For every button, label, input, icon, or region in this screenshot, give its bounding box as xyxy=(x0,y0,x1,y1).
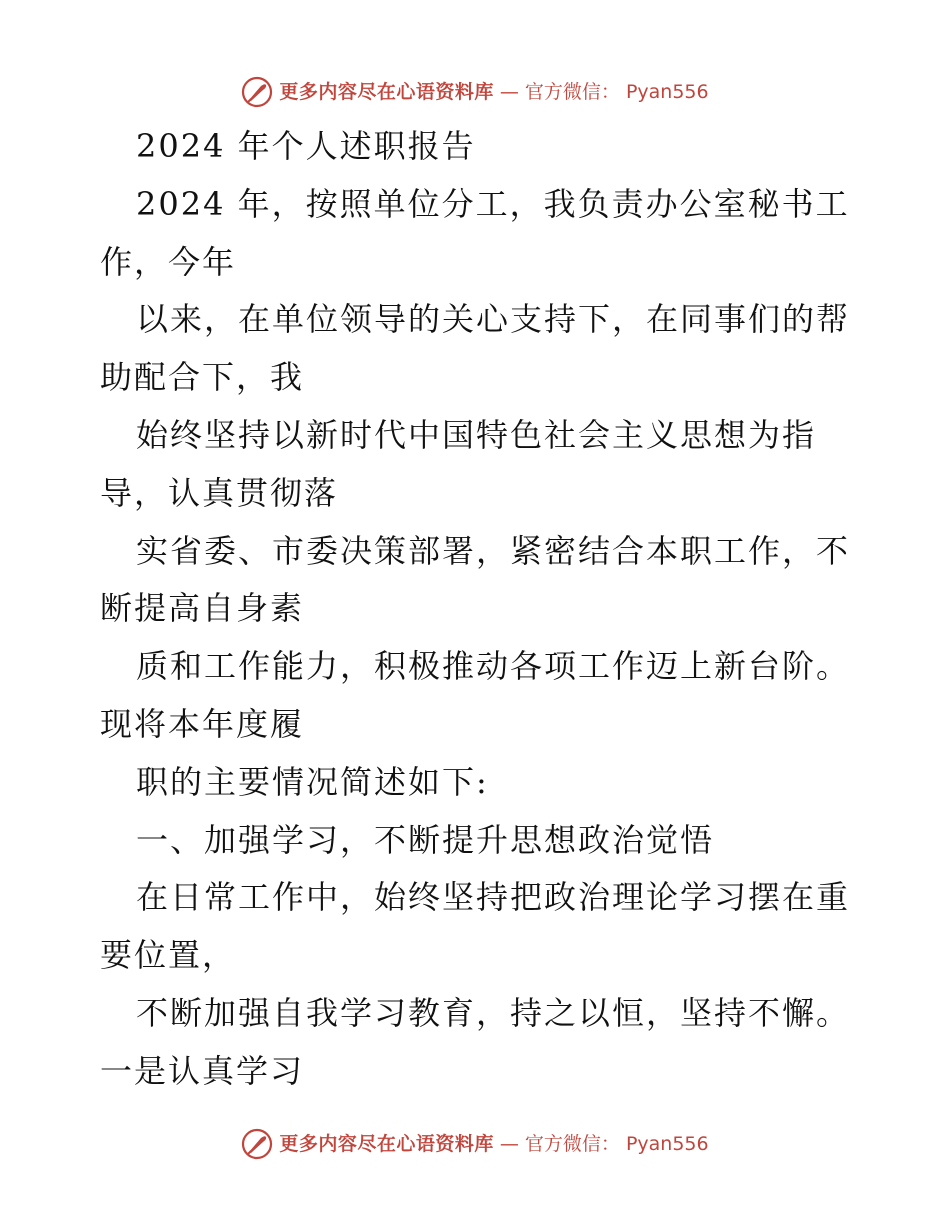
watermark-main-text: 更多内容尽在心语资料库 xyxy=(279,81,494,103)
paragraph-line: 在日常工作中，始终坚持把政治理论学习摆在重 xyxy=(136,878,851,917)
paragraph-line: 始终坚持以新时代中国特色社会主义思想为指 xyxy=(136,415,817,454)
watermark-sub-text: 官方微信： xyxy=(524,81,620,103)
paragraph-line: 实省委、市委决策部署，紧密结合本职工作，不 xyxy=(136,531,851,570)
quill-pen-logo-icon xyxy=(241,76,273,108)
header-watermark xyxy=(0,76,950,108)
paragraph-line: 一是认真学习 xyxy=(100,1051,305,1090)
watermark-id-text: Pyan556 xyxy=(625,81,709,103)
watermark-id-text: Pyan556 xyxy=(625,1133,709,1155)
paragraph-line: 职的主要情况简述如下: xyxy=(136,762,489,801)
quill-pen-logo-icon xyxy=(241,1128,273,1160)
paragraph-line: 导，认真贯彻落 xyxy=(100,473,339,512)
document-body xyxy=(100,118,860,1101)
paragraph-line: 助配合下，我 xyxy=(100,358,305,397)
paragraph-line: 作，今年 xyxy=(100,242,237,281)
section-heading: 一、加强学习，不断提升思想政治觉悟 xyxy=(136,820,715,859)
paragraph-line: 断提高自身素 xyxy=(100,589,305,628)
watermark-dash: — xyxy=(499,81,519,103)
footer-watermark xyxy=(0,1128,950,1160)
paragraph-line: 不断加强自我学习教育，持之以恒，坚持不懈。 xyxy=(136,993,851,1032)
paragraph-line: 质和工作能力，积极推动各项工作迈上新台阶。 xyxy=(136,647,851,686)
watermark-main-text: 更多内容尽在心语资料库 xyxy=(279,1133,494,1155)
document-title: 2024 年个人述职报告 xyxy=(136,127,476,165)
paragraph-line: 现将本年度履 xyxy=(100,704,305,743)
paragraph-line: 要位置， xyxy=(100,936,237,975)
watermark-sub-text: 官方微信： xyxy=(524,1133,620,1155)
paragraph-line: 2024 年，按照单位分工，我负责办公室秘书工 xyxy=(136,184,850,223)
watermark-dash: — xyxy=(499,1133,519,1155)
paragraph-line: 以来，在单位领导的关心支持下，在同事们的帮 xyxy=(136,300,851,339)
